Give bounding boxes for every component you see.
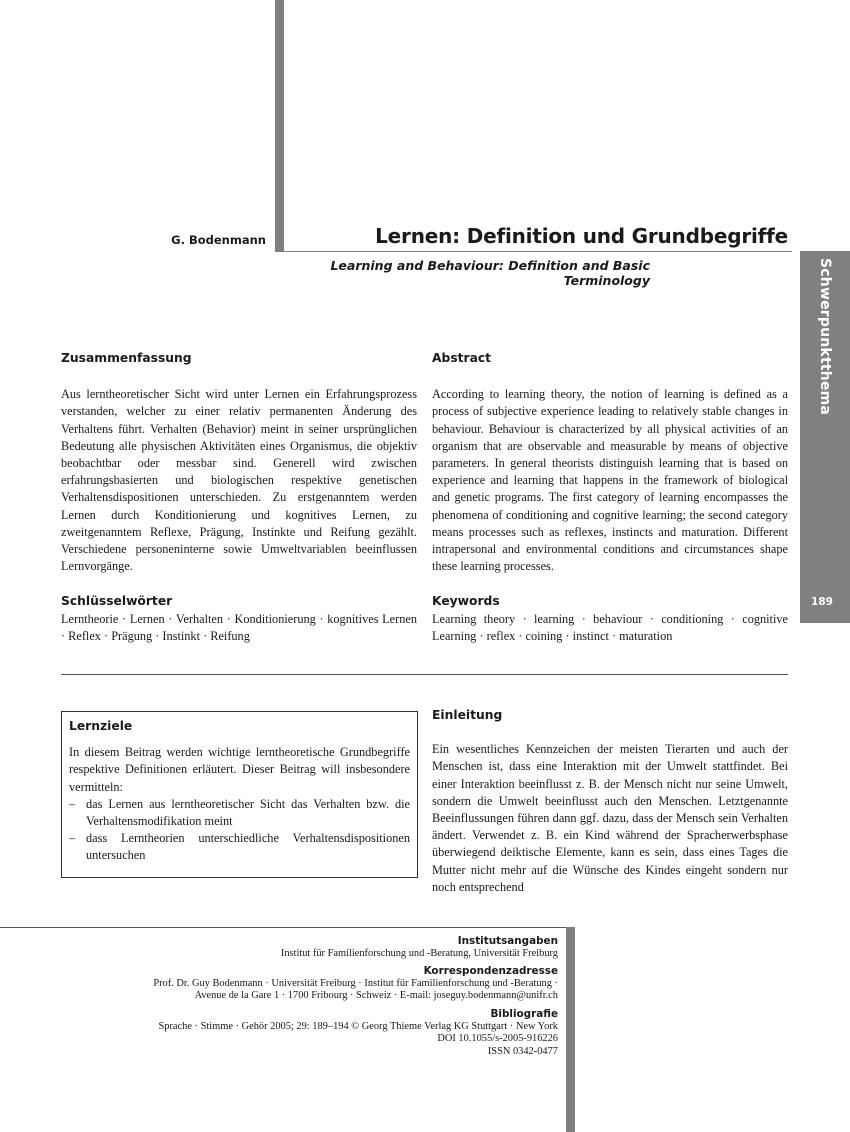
institut-text: Institut für Familienforschung und -Beratung, Universität Freiburg — [280, 947, 558, 959]
korrespondenz-line: Prof. Dr. Guy Bodenmann · Universität Freiburg · Institut für Familienforschung und -Beratung · — [153, 977, 558, 989]
lernziele-box — [61, 711, 418, 878]
section-separator — [61, 674, 788, 675]
lernziele-intro: In diesem Beitrag werden wichtige lerntheoretische Grundbegriffe respektive Definitionen erläutert. Dieser Beitrag will insbesondere vermitteln: — [69, 745, 410, 794]
side-tab-label: Schwerpunktthema — [817, 258, 833, 416]
header-vertical-bar — [275, 0, 284, 252]
zusammenfassung-text: Aus lerntheoretischer Sicht wird unter Lernen ein Erfahrungsprozess verstanden, welcher zu einer relativ permanenten Änderung des Verhaltens führt. Verhalten (Behavior) meint in seiner ursprünglichen Bedeutung alle physischen Aktivitäten eines Organismus, die objektiv beobachtbar oder messbar sind. Generell wird zwischen erfahrungsbasierten und biologischen respektive genetischen Verhaltensdispositionen unterschieden. Zu erstgenanntem werden Lernen durch Konditionierung und kognitives Lernen, zu zweitgenanntem Reflexe, Prägung, Instinkte und Reifung gezählt. Verschiedene personeninterne sowie Umweltvariablen beeinflussen Lernvorgänge. — [61, 387, 417, 574]
abstract-heading: Abstract — [432, 351, 492, 365]
footer-info — [60, 935, 558, 1058]
doi-text: DOI 10.1055/s-2005-916226 — [437, 1033, 558, 1045]
schluesselwoerter-text: Lerntheorie · Lernen · Verhalten · Konditionierung · kognitives Lernen · Reflex · Prägung · Instinkt · Reifung — [61, 611, 417, 643]
abstract-text: According to learning theory, the notion of learning is defined as a process of subjective experience leading to relatively stable changes in behaviour. Behaviour is characterized by all physical activities of an organism that are observable and measurable by means of objective parameters. In general theorists distinguish learning that is based on experience and learning that happens in the framework of biological and genetic programs. The first category of learning encompasses the phenomena of conditioning and cognitive learning; the second category means processes such as reflexes, instincts and maturation. Different intrapersonal and environmental conditions and circumstances shape these learning processes. — [432, 387, 788, 574]
zusammenfassung-heading: Zusammenfassung — [61, 351, 192, 365]
institut-heading: Institutsangaben — [457, 935, 558, 947]
einleitung-text: Ein wesentliches Kennzeichen der meisten Tierarten und auch der Menschen ist, dass eine Interaktion mit der Umwelt stattfindet. Bei einer Interaktion beeinflusst z. B. der Mensch nicht nur seine Umwelt, sondern die Umwelt beeinflusst auch den Menschen. Letztgenannte Beeinflussungen führen dann ggf. dazu, dass der Mensch sein Verhalten ändert. Verwendet z. B. ein Kind während der Spracherwerbsphase überwiegend deiktische Elemente, kann es sein, dass eines Tages die Mutter nicht mehr auf die Wünsche des Kindes eingeht sondern nur noch entsprechend — [432, 742, 788, 894]
keywords-heading: Keywords — [432, 594, 500, 609]
side-tab-label-wrap — [800, 258, 850, 558]
lernziele-item: – das Lernen aus lerntheoretischer Sicht das Verhalten bzw. die Verhaltensmodifikation meint — [69, 796, 410, 830]
lernziele-heading: Lernziele — [69, 719, 133, 733]
einleitung-section — [432, 707, 788, 896]
footer-vertical-bar — [566, 927, 575, 1132]
bibliografie-heading: Bibliografie — [490, 1007, 558, 1020]
keywords-text: Learning theory · learning · behaviour · conditioning · cognitive Learning · reflex · coining · instinct · maturation — [432, 611, 788, 643]
lernziele-item: – dass Lerntheorien unterschiedliche Verhaltensdispositionen untersuchen — [69, 830, 410, 864]
page-number: 189 — [811, 596, 833, 608]
issn-text: ISSN 0342-0477 — [487, 1045, 558, 1057]
schluesselwoerter-heading: Schlüsselwörter — [61, 594, 173, 609]
einleitung-heading: Einleitung — [432, 708, 503, 722]
korrespondenz-line: Avenue de la Gare 1 · 1700 Fribourg · Schweiz · E-mail: joseguy.bodenmann@unifr.ch — [194, 990, 558, 1002]
article-title: Lernen: Definition und Grundbegriffe — [375, 224, 788, 248]
german-abstract — [61, 350, 417, 645]
korrespondenz-heading: Korrespondenzadresse — [423, 965, 558, 978]
article-subtitle: Learning and Behaviour: Definition and Basic Terminology — [330, 258, 650, 288]
english-abstract — [432, 350, 788, 645]
author-name: G. Bodenmann — [171, 233, 266, 247]
title-rule — [284, 251, 792, 252]
bibliografie-line: Sprache · Stimme · Gehör 2005; 29: 189–194 © Georg Thieme Verlag KG Stuttgart · New York — [158, 1020, 558, 1032]
lernziele-list — [69, 796, 410, 865]
footer-rule — [0, 927, 566, 928]
